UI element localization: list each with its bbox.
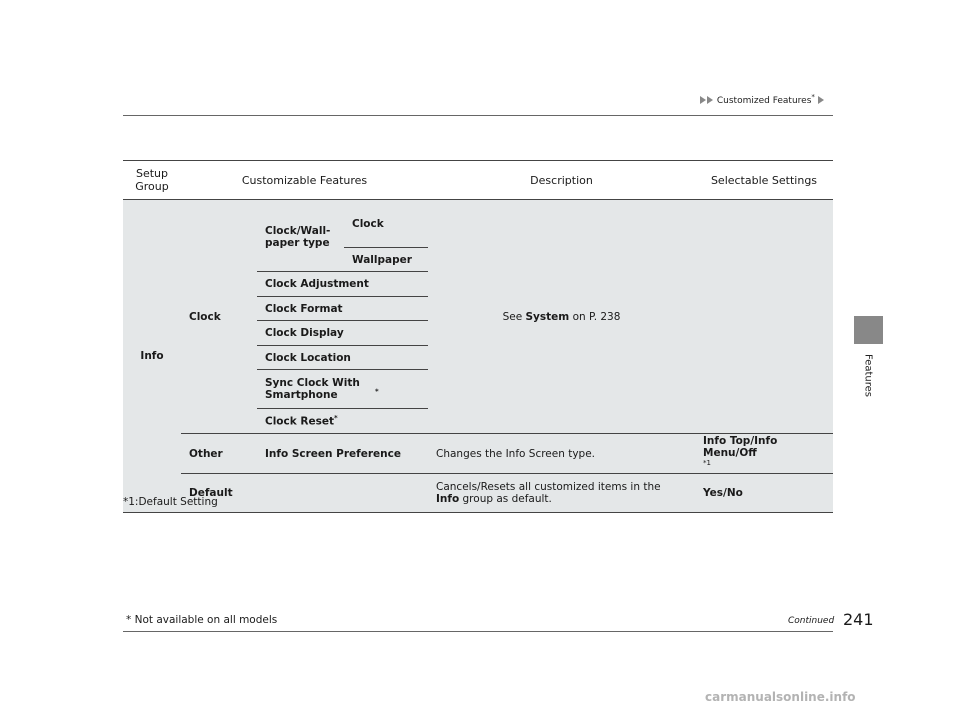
clock-display: Clock Display (257, 321, 428, 346)
reset-mark: * (333, 414, 338, 423)
triangle-right-icon (818, 96, 824, 104)
breadcrumb (700, 93, 825, 106)
sync-clock-cell (257, 370, 428, 409)
sync-clock: Sync Clock With Smartphone (265, 377, 360, 401)
breadcrumb-text: Customized Features (716, 96, 812, 106)
continued-label: Continued (788, 616, 835, 626)
clock-settings-empty (695, 200, 833, 434)
triangle-right-icon (700, 96, 706, 104)
see-prefix: See (502, 310, 523, 323)
triangle-right-icon (707, 96, 713, 104)
side-tab-label-wrap (828, 354, 908, 397)
sync-mark: * (375, 387, 379, 396)
wallpaper-option-clock: Clock (344, 200, 428, 248)
page-number: 241 (843, 610, 874, 629)
default-mark: *1 (703, 458, 711, 467)
clock-format: Clock Format (257, 297, 428, 321)
default-label: Default (181, 474, 257, 513)
group-info: Info (123, 200, 181, 513)
default-desc-bold: Info (436, 493, 460, 505)
clock-see-system (428, 200, 695, 434)
default-desc-prefix: Cancels/Resets all customized items in the (436, 481, 661, 493)
clock-location: Clock Location (257, 346, 428, 370)
watermark: carmanualsonline.info (705, 690, 856, 704)
other-description: Changes the Info Screen type. (428, 434, 695, 474)
footer-rule (123, 631, 833, 632)
header-selectable-settings: Selectable Settings (695, 161, 833, 200)
features-table (123, 160, 833, 513)
header-rule (123, 115, 833, 116)
clock-label: Clock (181, 200, 257, 434)
wallpaper-option-wallpaper: Wallpaper (344, 248, 428, 272)
see-system-link[interactable]: System (525, 310, 570, 323)
table-row (123, 474, 833, 513)
other-label: Other (181, 434, 257, 474)
footnote: *1:Default Setting (123, 496, 218, 508)
other-settings-cell (695, 434, 833, 474)
info-screen-preference: Info Screen Preference (257, 434, 428, 474)
default-feature-empty (257, 474, 428, 513)
see-page-ref: on P. 238 (572, 310, 621, 323)
table-header-row (123, 161, 833, 200)
clock-adjustment: Clock Adjustment (257, 272, 428, 297)
availability-note: * Not available on all models (126, 614, 278, 626)
clock-reset: Clock Reset (265, 415, 334, 428)
clock-reset-cell (257, 409, 428, 434)
clock-wallpaper-type: Clock/Wall-paper type (257, 200, 344, 272)
table-row (123, 200, 833, 248)
header-description: Description (428, 161, 695, 200)
default-desc-suffix: group as default. (462, 493, 552, 505)
other-settings: Info Top/Info Menu/Off (703, 434, 778, 459)
breadcrumb-mark: * (811, 93, 815, 101)
header-setup-group: Setup Group (123, 161, 181, 200)
table-row (123, 434, 833, 474)
side-tab-label: Features (862, 354, 874, 397)
default-settings: Yes/No (695, 474, 833, 513)
header-customizable-features: Customizable Features (181, 161, 428, 200)
default-description (428, 474, 695, 513)
